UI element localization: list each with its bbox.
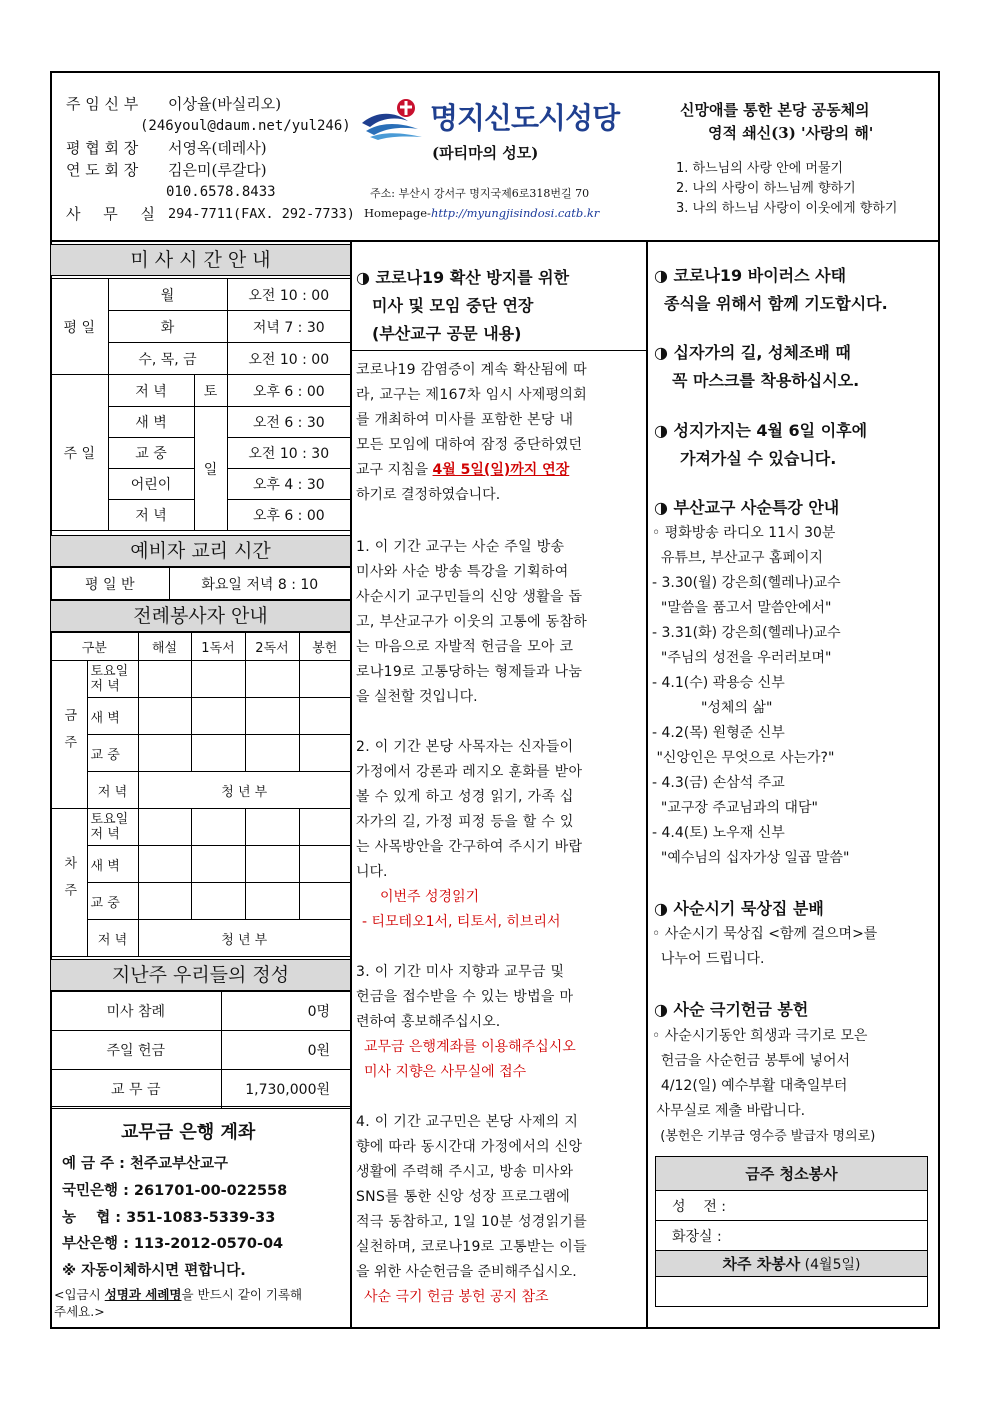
mid-p4-line: 적극 동참하고, 1일 10분 성경읽기를 bbox=[356, 1214, 588, 1230]
catechumen-time: 화요일 저녁 8 : 10 bbox=[169, 568, 350, 600]
row-dawn: 새 벽 bbox=[87, 698, 138, 735]
mid-intro-a: 교구 지침을 bbox=[356, 462, 433, 478]
mid-p4-line: SNS를 통한 신앙 성장 프로그램에 bbox=[356, 1189, 571, 1205]
sunday-mass-name: 어린이 bbox=[108, 469, 194, 500]
pastor-value: 이상율(바실리오) bbox=[168, 95, 282, 113]
weekday-day: 월 bbox=[108, 279, 227, 311]
row-evening: 저 녁 bbox=[87, 920, 138, 957]
header-divider bbox=[50, 240, 940, 242]
weekday-day: 수, 목, 금 bbox=[108, 343, 227, 375]
mid-title-divider bbox=[352, 350, 646, 351]
server-cell bbox=[245, 846, 299, 883]
server-cell bbox=[299, 735, 350, 772]
offering-label: 주일 헌금 bbox=[51, 1031, 221, 1070]
cleaning-row: 화장실 : bbox=[656, 1221, 928, 1251]
server-cell bbox=[299, 846, 350, 883]
mid-intro-line-extend bbox=[356, 458, 642, 483]
note-c: 을 반드시 같이 기록해 bbox=[181, 1287, 303, 1302]
mid-p3 bbox=[356, 960, 573, 1035]
servers-header: 해설 bbox=[138, 633, 191, 661]
church-address: 주소: 부산시 강서구 명지국제6로318번길 70 bbox=[370, 187, 590, 200]
sunday-mass-time: 오후 6 : 00 bbox=[227, 375, 350, 407]
sunday-mass-time: 오전 6 : 30 bbox=[227, 407, 350, 438]
s6-line: 헌금을 사순헌금 봉투에 넣어서 bbox=[652, 1053, 851, 1069]
s4-line: "신앙인은 무엇으로 사는가?" bbox=[652, 750, 835, 766]
mid-p2-line: 자가의 길, 가정 피정 등을 할 수 있 bbox=[356, 814, 574, 830]
mid-p2-line: 볼 수 있게 하고 성경 읽기, 가족 십 bbox=[356, 789, 574, 805]
server-cell bbox=[245, 883, 299, 920]
s6-line: 사무실로 제출 바랍니다. bbox=[652, 1103, 806, 1119]
server-cell bbox=[299, 809, 350, 846]
s6-line: (봉헌은 기부금 영수증 발급자 명의로) bbox=[652, 1129, 876, 1144]
servers-header: 봉헌 bbox=[299, 633, 350, 661]
row-sat-evening: 토요일 저 녁 bbox=[87, 661, 138, 698]
offering-label: 교 무 금 bbox=[51, 1070, 221, 1109]
church-patron: (파티마의 성모) bbox=[432, 144, 539, 162]
bible-reading-title: 이번주 성경읽기 bbox=[380, 889, 480, 905]
right-s2-line2: 꼭 마스크를 착용하십시오. bbox=[672, 371, 860, 390]
theme-title-2: 영적 쇄신(3) '사랑의 해' bbox=[708, 124, 874, 142]
offering-label: 미사 참례 bbox=[51, 992, 221, 1031]
next-week-text: 차주 bbox=[61, 855, 77, 910]
church-homepage bbox=[364, 204, 599, 222]
server-cell bbox=[299, 661, 350, 698]
mid-p1-line: 1. 이 기간 교구는 사순 주일 방송 bbox=[356, 539, 565, 555]
council-label: 평 협 회 장 bbox=[66, 139, 139, 157]
bank-divider bbox=[50, 1106, 350, 1107]
server-cell bbox=[138, 846, 191, 883]
row-evening: 저 녁 bbox=[87, 772, 138, 809]
note-b: 성명과 세례명 bbox=[104, 1287, 182, 1302]
mass-times-table bbox=[51, 278, 350, 531]
right-s3-line2: 가져가실 수 있습니다. bbox=[680, 449, 837, 468]
weekday-time: 오전 10 : 00 bbox=[227, 279, 350, 311]
youth-label: 청 년 부 bbox=[138, 772, 350, 809]
mid-p4-line: 4. 이 기간 교구민은 본당 사제의 지 bbox=[356, 1114, 579, 1130]
row-main: 교 중 bbox=[87, 883, 138, 920]
church-logo bbox=[360, 97, 428, 141]
cleaning-row: 성 전 : bbox=[656, 1191, 928, 1221]
right-s1-line1: ◑ 코로나19 바이러스 사태 bbox=[654, 266, 847, 285]
bank-line: 부산은행 : 113-2012-0570-04 bbox=[62, 1236, 284, 1252]
mass-times-title: 미 사 시 간 안 내 bbox=[51, 244, 350, 276]
mid-p4-line: 생활에 주력해 주시고, 방송 미사와 bbox=[356, 1164, 574, 1180]
youth-label: 청 년 부 bbox=[138, 920, 350, 957]
next-week-label bbox=[51, 809, 87, 957]
offering-value: 0명 bbox=[221, 992, 350, 1031]
server-cell bbox=[245, 809, 299, 846]
right-s6-list bbox=[652, 1024, 875, 1149]
mid-p2-line: 가정에서 강론과 레지오 훈화를 받아 bbox=[356, 764, 583, 780]
mid-p4-line: 을 위한 사순헌금을 준비해주십시오. bbox=[356, 1264, 577, 1280]
s4-line: ◦ 평화방송 라디오 11시 30분 bbox=[652, 525, 836, 541]
this-week-text: 금주 bbox=[61, 707, 77, 762]
server-cell bbox=[138, 735, 191, 772]
church-name: 명지신도시성당 bbox=[430, 101, 620, 135]
council-value: 서영옥(데레사) bbox=[168, 139, 267, 157]
right-s6-title: ◑ 사순 극기헌금 봉헌 bbox=[654, 1000, 809, 1019]
mid-intro bbox=[356, 358, 642, 508]
right-s5-list bbox=[652, 922, 877, 972]
sunday-day-label: 일 bbox=[194, 407, 227, 531]
servers-header: 2독서 bbox=[245, 633, 299, 661]
district-value: 김은미(루갈다) bbox=[168, 161, 267, 179]
next-volunteer-header bbox=[656, 1251, 928, 1277]
bank-deposit-note-2: 주세요.> bbox=[54, 1304, 105, 1319]
right-s5-title: ◑ 사순시기 묵상집 분배 bbox=[654, 899, 824, 918]
saturday-label: 토 bbox=[194, 375, 227, 407]
mid-p2 bbox=[356, 735, 582, 885]
col-divider-left bbox=[350, 240, 352, 1329]
server-cell bbox=[299, 883, 350, 920]
offering-value: 1,730,000원 bbox=[221, 1070, 350, 1109]
mid-title-3: (부산교구 공문 내용) bbox=[372, 324, 522, 343]
mid-p1-line: 을 실천할 것입니다. bbox=[356, 689, 478, 705]
right-s2-line1: ◑ 십자가의 길, 성체조배 때 bbox=[654, 343, 851, 362]
s4-line: - 3.30(월) 강은희(헬레나)교수 bbox=[652, 575, 841, 591]
right-s3-line1: ◑ 성지가지는 4월 6일 이후에 bbox=[654, 421, 868, 440]
next-volunteer-date: (4월5일) bbox=[804, 1257, 861, 1273]
homepage-label: Homepage- bbox=[364, 206, 431, 220]
pastor-email: (246youl@daum.net/yul246) bbox=[140, 118, 351, 134]
district-label: 연 도 회 장 bbox=[66, 161, 139, 179]
catechumen-table bbox=[51, 567, 350, 600]
mid-p3-red-2: 미사 지향은 사무실에 접수 bbox=[364, 1064, 527, 1080]
mid-p1 bbox=[356, 535, 587, 710]
weekday-day: 화 bbox=[108, 311, 227, 343]
bank-autopay-note: ※ 자동이체하시면 편합니다. bbox=[62, 1263, 246, 1279]
s6-line: 4/12(일) 예수부활 대축일부터 bbox=[652, 1078, 848, 1094]
bank-deposit-note bbox=[54, 1286, 302, 1304]
catechumen-label: 평 일 반 bbox=[51, 568, 169, 600]
offering-table bbox=[51, 991, 350, 1109]
row-main: 교 중 bbox=[87, 735, 138, 772]
server-cell bbox=[138, 809, 191, 846]
mid-p1-line: 미사와 사순 방송 특강을 기획하여 bbox=[356, 564, 569, 580]
servers-title: 전례봉사자 안내 bbox=[51, 600, 350, 632]
servers-header: 구분 bbox=[51, 633, 138, 661]
sunday-mass-name: 저 녁 bbox=[108, 500, 194, 531]
server-cell bbox=[245, 698, 299, 735]
mid-p1-line: 고, 부산교구가 이웃의 고통에 동참하 bbox=[356, 614, 588, 630]
s4-line: - 4.2(목) 원형준 신부 bbox=[652, 725, 785, 741]
weekday-label: 평 일 bbox=[51, 279, 108, 375]
mid-p3-line: 헌금을 접수받을 수 있는 방법을 마 bbox=[356, 989, 574, 1005]
s4-line: - 3.31(화) 강은희(헬레나)교수 bbox=[652, 625, 841, 641]
sunday-mass-name: 새 벽 bbox=[108, 407, 194, 438]
mid-p2-line: 니다. bbox=[356, 864, 388, 880]
theme-item-2: 2. 나의 사랑이 하느님께 향하기 bbox=[676, 181, 856, 196]
mid-intro-line: 모든 모임에 대하여 잠정 중단하였던 bbox=[356, 437, 583, 453]
mid-p1-line: 는 마음으로 자발적 헌금을 모아 코 bbox=[356, 639, 574, 655]
server-cell bbox=[138, 883, 191, 920]
col-divider-right bbox=[646, 240, 648, 1329]
mid-intro-line: 코로나19 감염증이 계속 확산됨에 따 bbox=[356, 362, 587, 378]
bible-reading-books: - 티모테오1서, 티토서, 히브리서 bbox=[362, 914, 561, 930]
office-label: 사 무 실 bbox=[66, 205, 156, 223]
bank-title: 교무금 은행 계좌 bbox=[121, 1122, 256, 1143]
mid-p4-red: 사순 극기 헌금 봉헌 공지 참조 bbox=[364, 1289, 549, 1305]
next-volunteer-title: 차주 차봉사 bbox=[722, 1255, 801, 1273]
s5-line: 나누어 드립니다. bbox=[652, 951, 765, 967]
sunday-label: 주 일 bbox=[51, 375, 108, 531]
this-week-label bbox=[51, 661, 87, 809]
mid-intro-highlight: 4월 5일(일)까지 연장 bbox=[432, 462, 570, 478]
s4-line: 유튜브, 부산교구 홈페이지 bbox=[652, 550, 824, 566]
server-cell bbox=[299, 698, 350, 735]
mid-intro-line: 를 개최하여 미사를 포함한 본당 내 bbox=[356, 412, 574, 428]
s6-line: ◦ 사순시기동안 희생과 극기로 모은 bbox=[652, 1028, 868, 1044]
s4-line: - 4.3(금) 손삼석 주교 bbox=[652, 775, 785, 791]
theme-title-1: 신망애를 통한 본당 공동체의 bbox=[680, 101, 870, 119]
server-cell bbox=[191, 846, 245, 883]
mid-intro-end: 하기로 결정하였습니다. bbox=[356, 487, 501, 503]
offering-value: 0원 bbox=[221, 1031, 350, 1070]
server-cell bbox=[245, 661, 299, 698]
s4-line: "성체의 삶" bbox=[652, 700, 773, 716]
cleaning-title: 금주 청소봉사 bbox=[656, 1157, 928, 1191]
s4-line: "주님의 성전을 우러러보며" bbox=[652, 650, 832, 666]
mid-p4-line: 실천하며, 코로나19로 고통받는 이들 bbox=[356, 1239, 587, 1255]
s5-line: ◦ 사순시기 묵상집 <함께 걸으며>를 bbox=[652, 926, 878, 942]
weekday-time: 오전 10 : 00 bbox=[227, 343, 350, 375]
sunday-mass-name: 저 녁 bbox=[108, 375, 194, 407]
next-volunteer-cell bbox=[656, 1277, 928, 1307]
note-a: <입금시 bbox=[54, 1287, 105, 1302]
mid-intro-line: 라, 교구는 제167차 임시 사제평의회 bbox=[356, 387, 588, 403]
bank-line: 농 협 : 351-1083-5339-33 bbox=[62, 1210, 276, 1226]
mid-p4 bbox=[356, 1110, 587, 1285]
pastor-label: 주 임 신 부 bbox=[66, 95, 139, 113]
servers-header: 1독서 bbox=[191, 633, 245, 661]
servers-table bbox=[51, 632, 350, 957]
mid-p3-line: 3. 이 기간 미사 지향과 교무금 및 bbox=[356, 964, 565, 980]
theme-item-1: 1. 하느님의 사랑 안에 머물기 bbox=[676, 161, 844, 176]
office-value: 294-7711(FAX. 292-7733) bbox=[168, 206, 355, 222]
s4-line: "예수님의 십자가상 일곱 말씀" bbox=[652, 850, 850, 866]
mid-p2-line: 2. 이 기간 본당 사목자는 신자들이 bbox=[356, 739, 574, 755]
right-s4-list bbox=[652, 521, 849, 871]
server-cell bbox=[138, 698, 191, 735]
s4-line: - 4.1(수) 곽용승 신부 bbox=[652, 675, 785, 691]
bank-line: 예 금 주 : 천주교부산교구 bbox=[62, 1156, 229, 1172]
mid-p2-line: 는 사목방안을 간구하여 주시기 바랍 bbox=[356, 839, 583, 855]
sunday-mass-time: 오후 6 : 00 bbox=[227, 500, 350, 531]
weekday-time: 저녁 7 : 30 bbox=[227, 311, 350, 343]
mid-p4-line: 향에 따라 동시간대 가정에서의 신앙 bbox=[356, 1139, 583, 1155]
row-dawn: 새 벽 bbox=[87, 846, 138, 883]
mid-p3-red-1: 교무금 은행계좌를 이용해주십시오 bbox=[364, 1039, 576, 1055]
server-cell bbox=[191, 698, 245, 735]
right-s4-title: ◑ 부산교구 사순특강 안내 bbox=[654, 498, 840, 517]
server-cell bbox=[191, 661, 245, 698]
offering-title: 지난주 우리들의 정성 bbox=[51, 959, 350, 991]
sunday-mass-time: 오전 10 : 30 bbox=[227, 438, 350, 469]
s4-line: - 4.4(토) 노우재 신부 bbox=[652, 825, 785, 841]
mid-title-2: 미사 및 모임 중단 연장 bbox=[372, 296, 534, 315]
sunday-mass-name: 교 중 bbox=[108, 438, 194, 469]
catechumen-title: 예비자 교리 시간 bbox=[51, 535, 350, 567]
server-cell bbox=[191, 735, 245, 772]
district-phone: 010.6578.8433 bbox=[166, 184, 276, 200]
bank-line: 국민은행 : 261701-00-022558 bbox=[62, 1183, 288, 1199]
mid-title-1: ◑ 코로나19 확산 방지를 위한 bbox=[356, 268, 570, 287]
server-cell bbox=[191, 883, 245, 920]
row-sat-evening: 토요일 저 녁 bbox=[87, 809, 138, 846]
mid-p1-line: 사순시기 교구민들의 신앙 생활을 돕 bbox=[356, 589, 583, 605]
mid-p1-line: 로나19로 고통당하는 형제들과 나눔 bbox=[356, 664, 583, 680]
server-cell bbox=[191, 809, 245, 846]
theme-item-3: 3. 나의 하느님 사랑이 이웃에게 향하기 bbox=[676, 201, 898, 216]
sunday-mass-time: 오후 4 : 30 bbox=[227, 469, 350, 500]
server-cell bbox=[138, 661, 191, 698]
server-cell bbox=[245, 735, 299, 772]
homepage-link[interactable]: http://myungjisindosi.catb.kr bbox=[430, 206, 600, 220]
s4-line: "교구장 주교님과의 대담" bbox=[652, 800, 818, 816]
right-s1-line2: 종식을 위해서 함께 기도합시다. bbox=[664, 294, 888, 313]
mid-p3-line: 련하여 홍보해주십시오. bbox=[356, 1014, 501, 1030]
cleaning-table bbox=[655, 1156, 928, 1307]
s4-line: "말씀을 품고서 말씀안에서" bbox=[652, 600, 832, 616]
